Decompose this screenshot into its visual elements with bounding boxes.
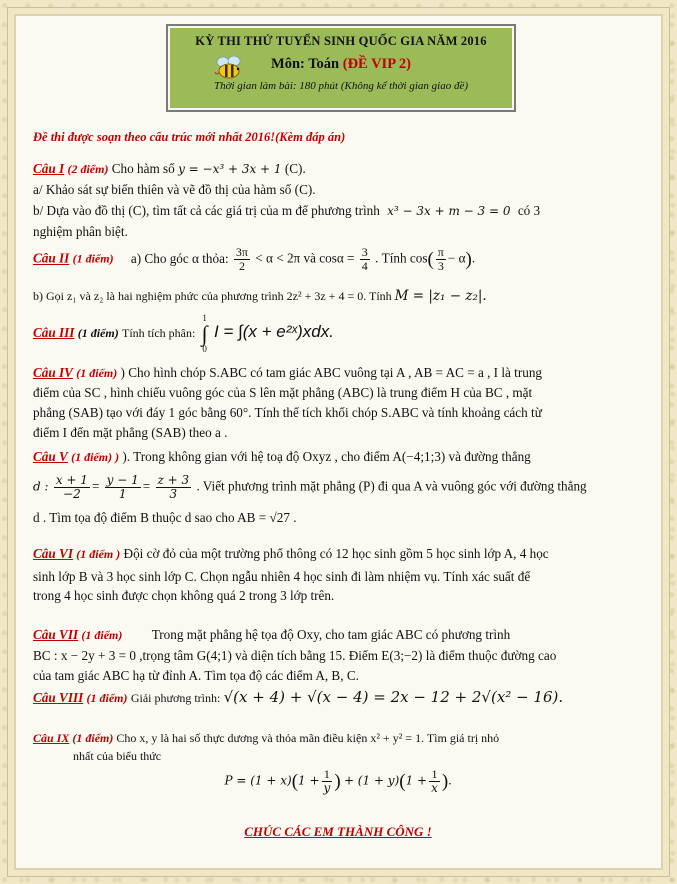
question-5-line-2-text: . Viết phương trình mặt phẳng (P) đi qua A và vuông góc với đường thẳng — [196, 478, 587, 494]
exam-title: KỲ THI THỬ TUYỂN SINH QUỐC GIA NĂM 2016 — [195, 34, 487, 48]
fraction-numerator: x + 1 — [55, 473, 88, 487]
question-2-part-b-expr: M = |z₁ − z₂|. — [394, 288, 487, 304]
question-5-line-3: d . Tìm tọa độ điểm B thuộc d sao cho AB = √27 . — [33, 510, 297, 525]
question-3-expression: I = ∫(x + e²ˣ)xdx. — [213, 322, 334, 342]
cos-value — [360, 246, 370, 273]
minus-alpha: − α — [447, 250, 466, 266]
integral-lower: 0 — [202, 344, 207, 354]
question-1-part-b-equation: x³ − 3x + m − 3 = 0 — [387, 204, 511, 218]
question-9-label: Câu IX — [33, 731, 70, 745]
question-9-points: (1 điểm) — [72, 731, 114, 745]
closing-message — [33, 823, 643, 840]
time-note: Thời gian làm bài: 180 phút (Không kể thời gian giao đề) — [213, 80, 469, 92]
question-1-points: (2 điểm) — [67, 162, 109, 176]
one-over-x — [429, 768, 440, 795]
question-2-ask: . Tính cos — [375, 250, 428, 266]
fraction-numerator: y − 1 — [106, 473, 139, 487]
question-3-points: (1 điểm) — [77, 326, 119, 341]
fraction-denominator: 3 — [169, 487, 178, 501]
question-2: Câu II (1 điểm) a) Cho góc α thỏa: $\frac{3\pi}{2}$ < α < 2π và cosα = $\frac{3}{4}$ . Tính cos( $\frac{\pi}{3}$ − α). — [33, 245, 476, 273]
line-d-fraction-x — [54, 474, 90, 501]
question-1-part-b-end: nghiệm phân biệt. — [33, 224, 128, 239]
question-5-points: (1 điểm) ) — [71, 450, 120, 464]
question-7-line-2: BC : x − 2y + 3 = 0 ,trọng tâm G(4;1) và diện tích bằng 15. Điểm E(3;−2) là điểm thuộc đường cao — [33, 648, 557, 663]
three-pi-over-two — [234, 246, 250, 273]
pi-over-three — [436, 246, 446, 273]
question-1-part-b — [33, 202, 643, 220]
exam-header — [166, 24, 516, 112]
question-9 — [33, 730, 643, 747]
alpha-condition: < α < 2π và cosα = — [255, 250, 355, 266]
fraction-denominator: 4 — [361, 259, 368, 273]
question-1-stem: Cho hàm số — [111, 161, 175, 176]
closing-text: CHÚC CÁC EM THÀNH CÔNG ! — [244, 824, 432, 839]
line-d-prefix: d : — [33, 479, 49, 494]
fraction-denominator: −2 — [63, 487, 81, 501]
question-6-line-1: Đội cờ đỏ của một trường phổ thông có 12 học sinh gồm 5 học sinh lớp A, 4 học — [123, 546, 549, 561]
fraction-numerator: 3π — [235, 245, 248, 259]
question-1-part-b-count: có 3 — [517, 203, 541, 218]
fraction-denominator: 3 — [437, 259, 444, 273]
question-9-line-1: Cho x, y là hai số thực dương và thỏa mãn điều kiện x² + y² = 1. Tìm giá trị nhỏ — [116, 731, 500, 745]
question-9-expression: P = (1 + x)(1 + $\frac{1}{y}$ ) + (1 + y)(1 + $\frac{1}{x}$ ). — [224, 767, 452, 795]
question-5-line-2: d : $\frac{x + 1}{-2}$ = $\frac{y - 1}{1}$ = $\frac{z + 3}{3}$ . Viết phương trình mặt phẳng (P) đi qua A và vuông góc với đường thẳng — [33, 473, 587, 501]
question-3 — [33, 314, 643, 354]
fraction-denominator: 2 — [238, 259, 245, 273]
question-7-label: Câu VII — [33, 627, 79, 642]
question-4 — [33, 364, 643, 382]
question-1-tail: (C). — [284, 161, 306, 176]
question-5-label: Câu V — [33, 449, 68, 464]
question-8-points: (1 điểm) — [86, 691, 128, 705]
question-7-line-3: của tam giác ABC hạ từ đỉnh A. Tìm tọa độ các điểm A, B, C. — [33, 668, 359, 683]
expr-one-plus-b: 1 + — [405, 773, 428, 788]
question-6-line-2: sinh lớp B và 3 học sinh lớp C. Chọn ngẫu nhiên 4 học sinh đi làm nhiệm vụ. Tính xác suất để — [33, 569, 531, 584]
question-4-label: Câu IV — [33, 365, 73, 380]
fraction-numerator: π — [437, 245, 444, 259]
question-2-part-b — [33, 288, 643, 305]
question-8-equation: √(x + 4) + √(x − 4) = 2x − 12 + 2√(x² − 16). — [223, 688, 564, 706]
expr-part-1: P = (1 + x) — [224, 773, 292, 788]
integral-upper: 1 — [202, 313, 207, 323]
subject-label: Môn: Toán — [271, 56, 340, 72]
question-3-label: Câu III — [33, 325, 75, 341]
bee-icon — [214, 54, 244, 80]
fraction-numerator: 1 — [429, 768, 440, 782]
question-7 — [33, 626, 643, 644]
line-d-fraction-y — [105, 474, 141, 501]
question-6-label: Câu VI — [33, 546, 73, 561]
question-8-label: Câu VIII — [33, 690, 84, 705]
question-1-function: y = −x³ + 3x + 1 — [178, 162, 282, 176]
fraction-numerator: z + 3 — [157, 473, 190, 487]
integral-sign: 1 ∫ 0 — [201, 313, 208, 354]
question-6-points: (1 điểm ) — [76, 547, 121, 561]
question-1 — [33, 160, 643, 178]
fraction-denominator: x — [431, 781, 438, 795]
question-8-text: Giải phương trình: — [130, 691, 221, 705]
line-d-fraction-z — [156, 474, 192, 501]
question-3-text: Tính tích phân: — [122, 326, 196, 341]
question-4-line-1: ) Cho hình chóp S.ABC có tam giác ABC vuông tại A , AB = AC = a , I là trung — [120, 365, 543, 380]
fraction-numerator: 1 — [322, 768, 333, 782]
question-5-line-1: ). Trong không gian với hệ toạ độ Oxyz , cho điểm A(−4;1;3) và đường thẳng — [122, 449, 531, 464]
question-6 — [33, 545, 643, 563]
fraction-denominator: y — [323, 781, 331, 795]
question-8 — [33, 689, 643, 707]
fraction-denominator: 1 — [118, 487, 127, 501]
question-5 — [33, 448, 643, 466]
question-1-label: Câu I — [33, 161, 65, 176]
expr-end: . — [448, 772, 452, 788]
fraction-numerator: 3 — [361, 245, 368, 259]
question-1-part-a: a/ Khảo sát sự biến thiên và vẽ đồ thị của hàm số (C). — [33, 182, 316, 197]
expr-one-plus-a: 1 + — [298, 773, 320, 788]
question-7-points: (1 điểm) — [81, 628, 123, 642]
question-2-part-a-text: a) Cho góc α thỏa: — [130, 250, 229, 266]
question-4-line-2: điểm của SC , hình chiếu vuông góc của S lên mặt phẳng (ABC) là trung điểm H của BC , mặt — [33, 385, 533, 400]
subject-tag: (ĐỀ VIP 2) — [342, 56, 411, 72]
question-2-label: Câu II — [33, 250, 70, 266]
expr-part-2: + (1 + y) — [343, 773, 400, 788]
question-2-part-b-text: b) Gọi z₁ và z₂ là hai nghiệm phức của phương trình 2z² + 3z + 4 = 0. Tính — [33, 289, 392, 303]
question-9-line-2: nhất của biểu thức — [73, 749, 162, 763]
question-7-line-1: Trong mặt phẳng hệ tọa độ Oxy, cho tam giác ABC có phương trình — [151, 627, 511, 642]
question-6-line-3: trong 4 học sinh được chọn không quá 2 trong 3 lớp trên. — [33, 588, 335, 603]
question-4-points: (1 điểm) — [76, 366, 118, 380]
one-over-y — [322, 768, 333, 795]
question-2-points: (1 điểm) — [72, 251, 114, 266]
question-1-part-b-text: b/ Dựa vào đồ thị (C), tìm tất cả các giá trị của m để phương trình — [33, 203, 380, 218]
question-4-line-3: phẳng (SAB) tạo với đáy 1 góc bằng 60°. Tính thể tích khối chóp S.ABC và tính khoảng cách từ — [33, 405, 542, 420]
intro-note: Đề thi được soạn theo cấu trúc mới nhất 2016!(Kèm đáp án) — [33, 130, 346, 144]
question-4-line-4: điểm I đến mặt phẳng (SAB) theo a . — [33, 425, 228, 440]
